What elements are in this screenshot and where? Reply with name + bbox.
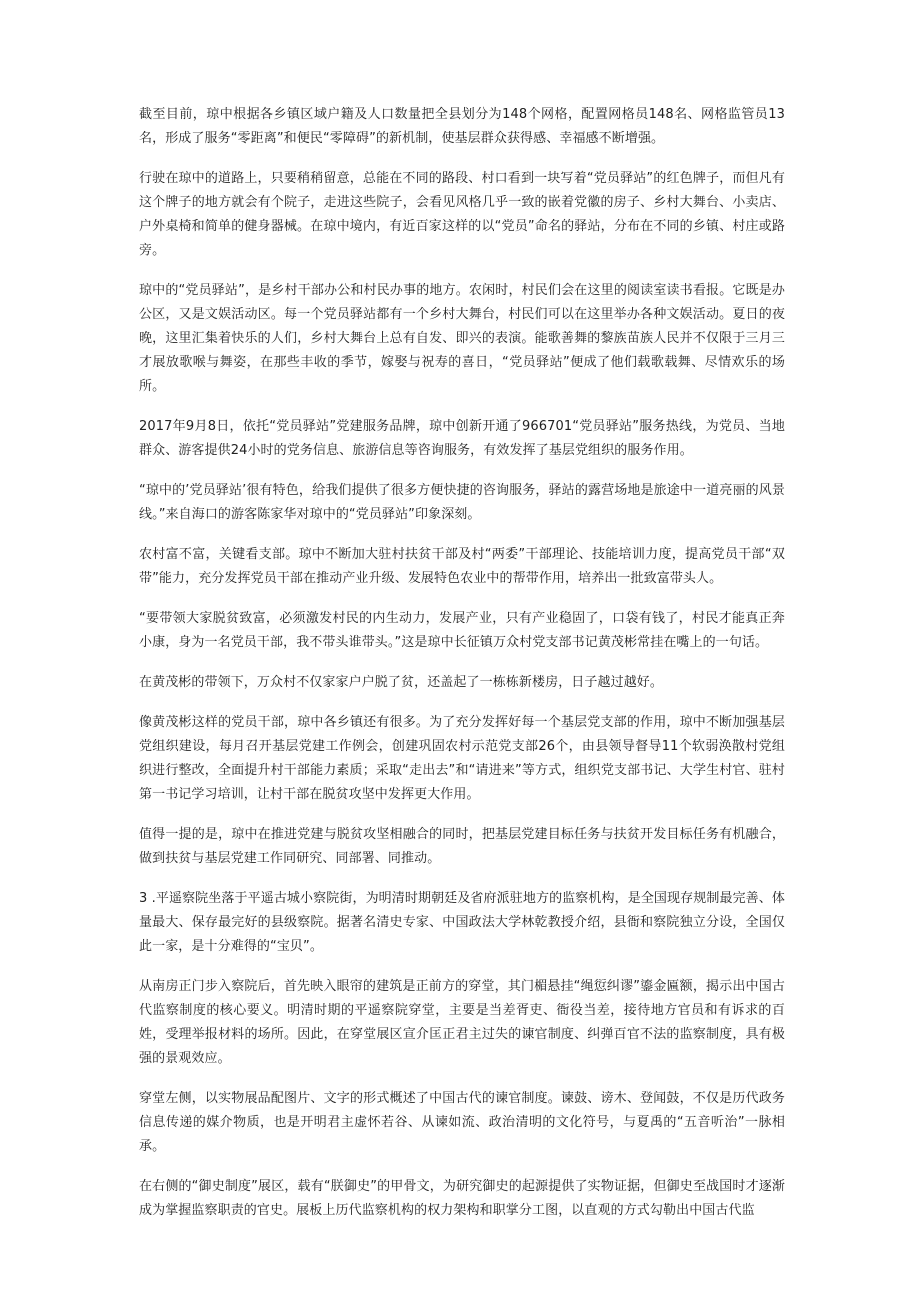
paragraph-7: “要带领大家脱贫致富，必须激发村民的内生动力，发展产业，只有产业稳固了，口袋有钱了，村民才能真正奔小康，身为一名党员干部，我不带头谁带头。”这是琼中长征镇万众村党支部书记黄茂彬常挂在嘴上的一句话。 bbox=[139, 611, 785, 650]
paragraph-3: 琼中的“党员驿站”，是乡村干部办公和村民办事的地方。农闲时，村民们会在这里的阅读室读书看报。它既是办公区，又是文娱活动区。每一个党员驿站都有一个乡村大舞台，村民们可以在这里举办各种文娱活动。夏日的夜晚，这里汇集着快乐的人们，乡村大舞台上总有自发、即兴的表演。能歌善舞的黎族苗族人民并不仅限于三月三才展放歌喉与舞姿，在那些丰收的季节，嫁娶与祝寿的喜日，“党员驿站”便成了他们载歌载舞、尽情欢乐的场所。 bbox=[139, 283, 785, 394]
paragraph-10: 值得一提的是，琼中在推进党建与脱贫攻坚相融合的同时，把基层党建目标任务与扶贫开发目标任务有机融合，做到扶贫与基层党建工作同研究、同部署、同推动。 bbox=[139, 827, 785, 866]
paragraph-9: 像黄茂彬这样的党员干部，琼中各乡镇还有很多。为了充分发挥好每一个基层党支部的作用，琼中不断加强基层党组织建设，每月召开基层党建工作例会，创建巩固农村示范党支部26个，由县领导督导11个软弱涣散村党组织进行整改，全面提升村干部能力素质；采取“走出去”和“请进来”等方式，组织党支部书记、大学生村官、驻村第一书记学习培训，让村干部在脱贫攻坚中发挥更大作用。 bbox=[139, 715, 785, 802]
paragraph-11: 3 .平遥察院坐落于平遥古城小察院街，为明清时期朝廷及省府派驻地方的监察机构，是全国现存规制最完善、体量最大、保存最完好的县级察院。据著名清史专家、中国政法大学林乾教授介绍，县衙和察院独立分设，全国仅此一家，是十分难得的“宝贝”。 bbox=[139, 891, 785, 954]
document-body bbox=[139, 103, 785, 1239]
paragraph-2: 行驶在琼中的道路上，只要稍稍留意，总能在不同的路段、村口看到一块写着“党员驿站”的红色牌子，而但凡有这个牌子的地方就会有个院子，走进这些院子，会看见风格几乎一致的嵌着党徽的房子、乡村大舞台、小卖店、户外桌椅和简单的健身器械。在琼中境内，有近百家这样的以“党员”命名的驿站，分布在不同的乡镇、村庄或路旁。 bbox=[139, 171, 785, 258]
paragraph-5: “琼中的’党员驿站’很有特色，给我们提供了很多方便快捷的咨询服务，驿站的露营场地是旅途中一道亮丽的风景线。”来自海口的游客陈家华对琼中的“党员驿站”印象深刻。 bbox=[139, 483, 785, 522]
paragraph-4: 2017年9月8日，依托“党员驿站”党建服务品牌，琼中创新开通了966701“党员驿站”服务热线，为党员、当地群众、游客提供24小时的党务信息、旅游信息等咨询服务，有效发挥了基层党组织的服务作用。 bbox=[139, 419, 785, 458]
paragraph-13: 穿堂左侧，以实物展品配图片、文字的形式概述了中国古代的谏官制度。谏鼓、谤木、登闻鼓，不仅是历代政务信息传递的媒介物质，也是开明君主虚怀若谷、从谏如流、政治清明的文化符号，与夏禹的“五音听治”一脉相承。 bbox=[139, 1091, 785, 1154]
paragraph-14: 在右侧的“御史制度”展区，载有“朕御史”的甲骨文，为研究御史的起源提供了实物证据，但御史至战国时才逐渐成为掌握监察职责的官史。展板上历代监察机构的权力架构和职掌分工图，以直观的方式勾勒出中国古代监 bbox=[139, 1179, 785, 1218]
paragraph-8: 在黄茂彬的带领下，万众村不仅家家户户脱了贫，还盖起了一栋栋新楼房，日子越过越好。 bbox=[139, 675, 664, 690]
paragraph-12: 从南房正门步入察院后，首先映入眼帘的建筑是正前方的穿堂，其门楣悬挂“绳愆纠谬”鎏金匾额，揭示出中国古代监察制度的核心要义。明清时期的平遥察院穿堂，主要是当差胥吏、衙役当差，接待地方官员和有诉求的百姓，受理举报材料的场所。因此，在穿堂展区宣介匡正君主过失的谏官制度、纠弹百官不法的监察制度，具有极强的景观效应。 bbox=[139, 979, 785, 1066]
paragraph-6: 农村富不富，关键看支部。琼中不断加大驻村扶贫干部及村“两委”干部理论、技能培训力度，提高党员干部“双带”能力，充分发挥党员干部在推动产业升级、发展特色农业中的帮带作用，培养出一批致富带头人。 bbox=[139, 547, 785, 586]
paragraph-1: 截至目前，琼中根据各乡镇区域户籍及人口数量把全县划分为148个网格，配置网格员148名、网格监管员13名，形成了服务“零距离”和便民“零障碍”的新机制，使基层群众获得感、幸福感不断增强。 bbox=[139, 107, 785, 146]
